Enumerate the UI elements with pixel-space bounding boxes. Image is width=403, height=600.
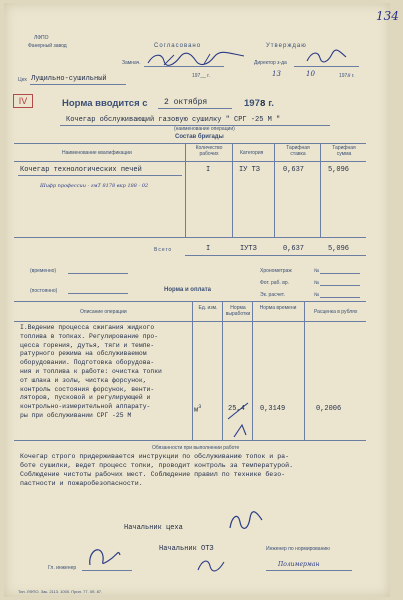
total-underline <box>185 255 366 256</box>
approved-day: 13 <box>272 70 281 78</box>
ops-header-output: Норма выработки <box>225 305 251 317</box>
brigade-row-count: I <box>206 166 211 174</box>
brigade-col-divider <box>320 143 321 237</box>
brigade-col-divider <box>274 143 275 237</box>
rasch-line <box>320 297 360 298</box>
chief-shop-label: Начальник цеха <box>124 524 183 532</box>
printer-imprint: Тип. ЛФПО. Зак. 2113. 1000. Прил. 77. 0б. 87. <box>18 589 103 594</box>
brigade-header-category: Категория <box>240 150 264 156</box>
ops-header-desc: Описание операции <box>80 309 127 315</box>
ops-header-unit: Ед. изм. <box>198 305 218 311</box>
brigade-note: Шифр профессии - гмТ 8178 вкр 188 - 02 <box>40 183 149 189</box>
normer-line <box>266 570 352 571</box>
factory-label-1: ЛФПО <box>34 35 49 41</box>
temp-label: (временно) <box>30 268 57 274</box>
approved-year: 1978 г. <box>339 73 355 79</box>
ops-norm-output: 25,4 <box>228 405 245 413</box>
ops-line: контрольно-измерительной аппарату- <box>20 403 151 411</box>
workshop-label: Цех <box>18 77 27 83</box>
brigade-header-sum: Тарифная сумма <box>332 145 356 157</box>
ops-line: топлива в топках. Регулирование про- <box>20 332 159 340</box>
total-count: I <box>206 245 211 253</box>
ops-price: 0,2006 <box>316 405 342 413</box>
deputy-label: Замнач. <box>122 60 141 66</box>
engineer-signature <box>84 543 124 571</box>
permanent-line <box>68 293 128 294</box>
normer-name: Полимерман <box>278 561 320 568</box>
temp-line <box>68 273 128 274</box>
chief-otz-label: Начальник ОТЗ <box>159 545 214 553</box>
output-correction-mark <box>224 399 254 439</box>
norm-year: 1978 г. <box>244 98 274 109</box>
ops-col-divider <box>222 301 223 440</box>
ops-line: ратурного режима на обслуживаемом <box>20 350 147 358</box>
director-signature <box>304 49 349 65</box>
norm-title-prefix: Норма вводится с <box>62 98 148 109</box>
foto-label: Фот. раб. вр. <box>260 280 290 286</box>
engineer-label: Гл. инженер <box>48 565 77 571</box>
brigade-header-name: Наименование квалификации <box>62 150 132 156</box>
approved-month: 10 <box>306 70 315 78</box>
norm-for-caption: (наименование операции) <box>174 126 235 132</box>
duties-line: пастности и пожаробезопасности. <box>20 480 143 487</box>
corner-number: 134 <box>376 9 399 23</box>
year-agreed: 197__ г. <box>192 73 210 79</box>
normer-label: Инженер по нормированию <box>266 546 330 552</box>
brigade-header-count: Количество рабочих <box>195 145 223 157</box>
hronometr-line <box>320 273 360 274</box>
duties-line: Кочегар строго придерживается инструкции по обслуживанию топок и ра- <box>20 453 290 460</box>
ops-line: ния и топлива к работе: очистка топки <box>20 367 162 375</box>
ops-header-time: Норма времени <box>259 305 297 311</box>
deputy-signature <box>144 51 249 69</box>
ops-unit: $м^3$ <box>194 404 202 415</box>
ops-line: ры при обслуживании СРГ -25 М <box>20 411 132 419</box>
chief-otz-signature <box>194 556 230 576</box>
duties-line: боте сушилки, ведет процесс топки, проводит контроль за температурой. <box>20 462 294 469</box>
norm-date-line <box>158 108 232 109</box>
foto-line <box>320 285 360 286</box>
hronometr-label: Хронометраж <box>260 268 292 274</box>
brigade-header-border <box>14 161 366 162</box>
ops-top-border <box>14 301 366 302</box>
director-label: Директор з-да <box>254 60 287 66</box>
brigade-row-rate: 0,637 <box>283 166 305 174</box>
ops-bottom-border <box>14 440 366 441</box>
brigade-col-divider <box>232 143 233 237</box>
ops-line: ляторов, пусковой и регулирующей и <box>20 394 151 402</box>
total-sum: 5,096 <box>328 245 350 253</box>
ops-description <box>20 324 162 421</box>
engineer-line <box>82 570 132 571</box>
ops-line: I.Ведение процесса сжигания жидкого <box>20 324 155 331</box>
workshop-name: Лущильно-сушильный <box>31 75 107 83</box>
norm-payment-title: Норма и оплата <box>164 287 212 293</box>
brigade-col-divider <box>185 143 186 237</box>
roman-badge: IV <box>13 94 33 108</box>
brigade-row-category: IУ ТЗ <box>239 166 261 174</box>
duties-title: Обязанности при выполнении работе <box>152 445 240 451</box>
brigade-row-underline <box>18 175 182 176</box>
total-label: Всего <box>154 247 173 253</box>
brigade-row-sum: 5,096 <box>328 166 350 174</box>
rasch-no: № <box>314 292 320 298</box>
chief-shop-signature <box>226 510 266 534</box>
duties-text <box>20 452 293 488</box>
hronometr-no: № <box>314 268 320 274</box>
brigade-title: Состав бригады <box>175 134 224 140</box>
total-category: IУТЗ <box>240 245 257 253</box>
director-line <box>294 66 359 67</box>
total-rate: 0,637 <box>283 245 305 253</box>
brigade-row-name: Кочегар технологических печей <box>20 166 142 174</box>
ops-header-border <box>14 321 366 322</box>
ops-line: контроль состояния форсунок, венти- <box>20 385 155 393</box>
brigade-bottom-border <box>14 237 366 238</box>
agreed-label: Согласовано <box>154 43 202 49</box>
ops-line: от шлака и золы, чистка форсунок, <box>20 376 147 384</box>
ops-header-price: Расценка в рублях <box>314 309 358 315</box>
ops-norm-time: 0,3149 <box>260 405 286 413</box>
ops-line: цесса горения, дутья, тяги и темпе- <box>20 341 155 349</box>
brigade-header-rate: Тарифная ставка <box>286 145 310 157</box>
norm-date: 2 октября <box>164 98 208 107</box>
rasch-label: Эк. расчет. <box>260 292 285 298</box>
foto-no: № <box>314 280 320 286</box>
ops-line: оборудовании. Подготовка оборудова- <box>20 359 155 367</box>
factory-label-2: Фанерный завод <box>28 43 67 49</box>
norm-for: Кочегар обслуживающий газовую сушилку " СРГ -25 М " <box>66 116 281 124</box>
document-page <box>4 3 399 597</box>
brigade-top-border <box>14 143 366 144</box>
permanent-label: (постоянно) <box>30 288 58 294</box>
workshop-underline <box>30 84 126 85</box>
approved-label: Утверждаю <box>266 43 307 49</box>
ops-col-divider <box>304 301 305 440</box>
ops-col-divider <box>192 301 193 440</box>
duties-line: Соблюдение чистоты рабочих мест. Соблюдение правил по технике безо- <box>20 471 286 478</box>
